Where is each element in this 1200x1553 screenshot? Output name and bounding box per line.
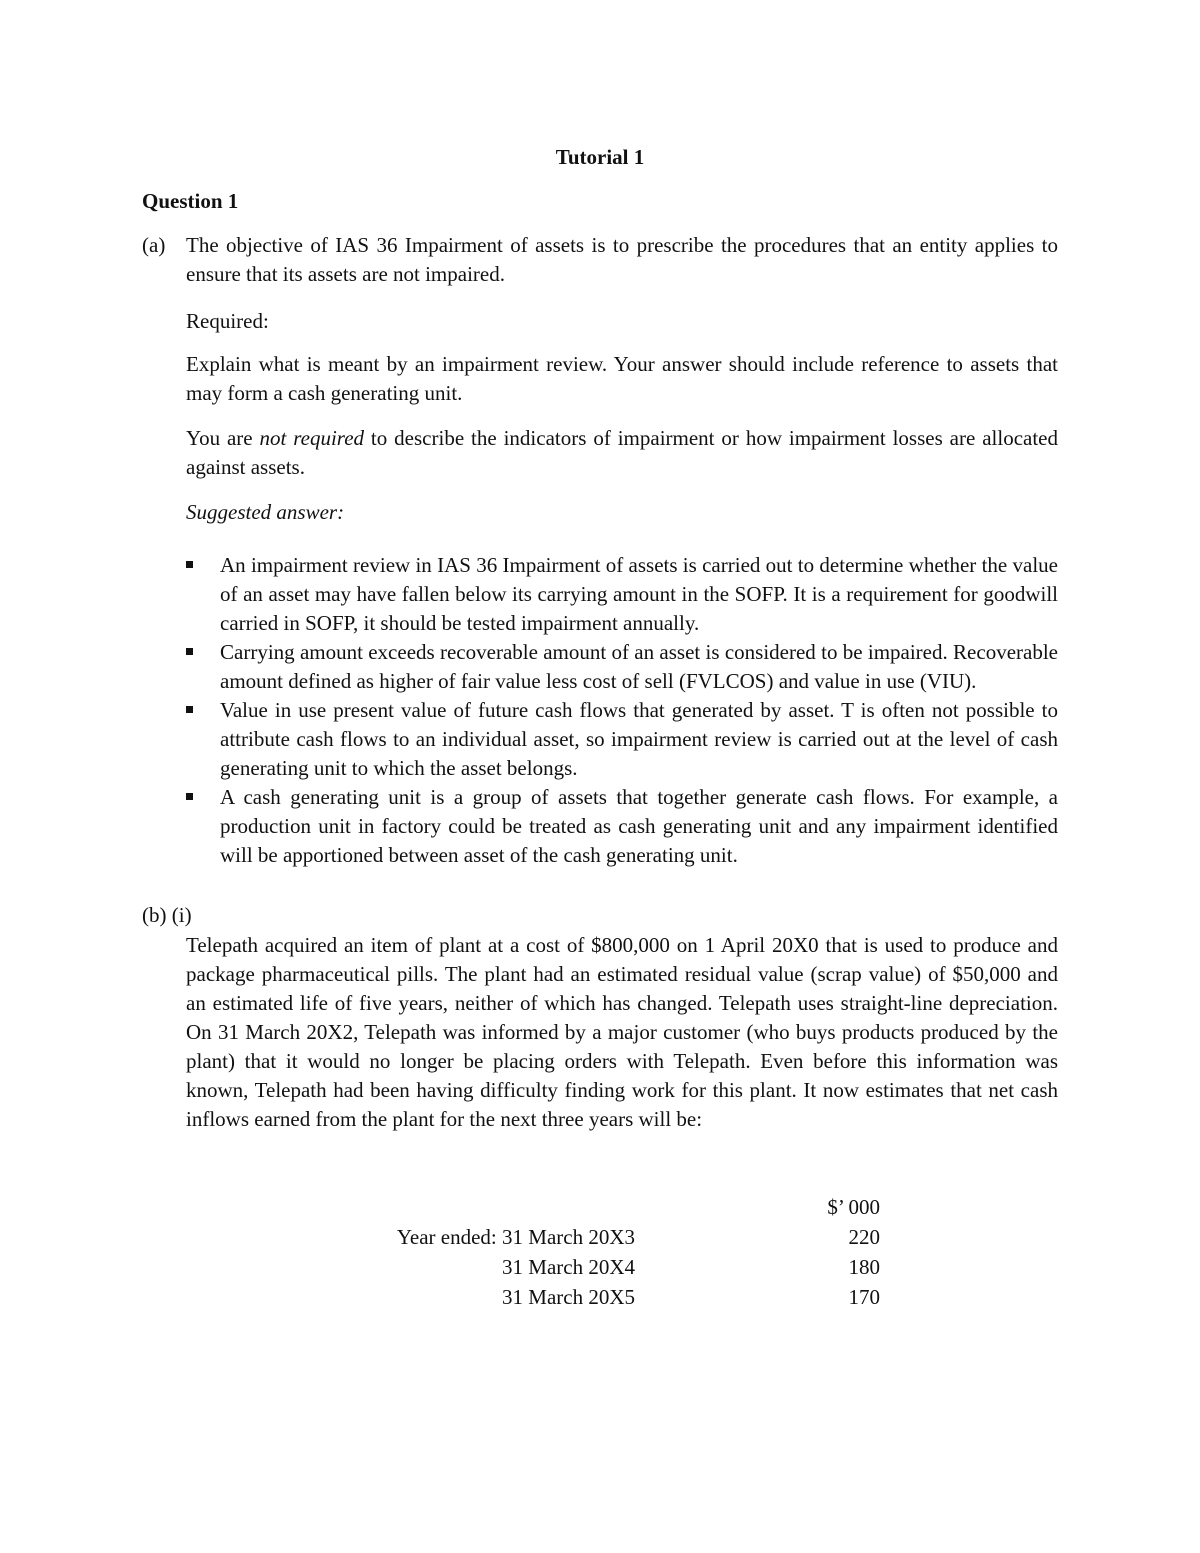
note-suffix: to describe the indicators of impairment or how impairment losses are allocated against assets. [186,426,1059,479]
part-b-label: (b) (i) [142,903,192,927]
page-title: Tutorial 1 [555,145,645,169]
square-bullet-icon [186,561,193,568]
required-label: Required: [186,309,269,333]
row-label: Year ended: 31 March 20X3 [396,1225,635,1249]
list-item: A cash generating unit is a group of assets that together generate cash flows. For example, a production unit in factory could be treated as cash generating unit and any impairment identified will be apportioned between asset of the cash generating unit. [186,783,1058,870]
note-emphasis: not required [259,426,365,450]
part-b-text: Telepath acquired an item of plant at a cost of $800,000 on 1 April 20X0 that is used to produce and package pharmaceutical pills. The plant had an estimated residual value (scrap value) of $50,000 and an estimated life of five years, neither of which has changed. Telepath uses straight-line depreciation. On 31 March 20X2, Telepath was informed by a major customer (who buys products produced by the plant) that it would no longer be placing orders with Telepath. Even before this information was known, Telepath had been having difficulty finding work for this plant. It now estimates that net cash inflows earned from the plant for the next three years will be: [186,933,1058,1131]
table-row [340,1253,900,1283]
unit-header: $’ 000 [827,1195,880,1219]
suggested-answer-label: Suggested answer: [186,500,345,524]
row-value: 220 [848,1225,880,1249]
answer-bullet-list [186,551,1058,870]
part-b-sub-label: (i) [171,903,192,927]
square-bullet-icon [186,706,193,713]
list-item: An impairment review in IAS 36 Impairment of assets is carried out to determine whether the value of an asset may have fallen below its carrying amount in the SOFP. It is a requirement for goodwill carried in SOFP, it should be tested impairment annually. [186,551,1058,638]
row-label: 31 March 20X4 [502,1255,635,1279]
square-bullet-icon [186,648,193,655]
note-prefix: You are [186,426,260,450]
table-row [340,1283,900,1313]
row-label: 31 March 20X5 [502,1285,635,1309]
cash-flow-table [340,1193,900,1313]
question-heading: Question 1 [142,189,239,213]
part-a-label: (a) [142,233,166,257]
table-row [340,1223,900,1253]
part-a-intro: The objective of IAS 36 Impairment of assets is to prescribe the procedures that an entity applies to ensure that its assets are not impaired. [186,233,1058,286]
list-item: Value in use present value of future cash flows that generated by asset. T is often not possible to attribute cash flows to an individual asset, so impairment review is carried out at the level of cash generating unit to which the asset belongs. [186,696,1058,783]
row-value: 170 [848,1285,880,1309]
required-text: Explain what is meant by an impairment review. Your answer should include reference to assets that may form a cash generating unit. [186,352,1058,405]
table-header-row [340,1193,900,1223]
square-bullet-icon [186,793,193,800]
not-required-note [186,424,1058,482]
row-value: 180 [848,1255,880,1279]
list-item: Carrying amount exceeds recoverable amount of an asset is considered to be impaired. Recoverable amount defined as higher of fair value less cost of sell (FVLCOS) and value in use (VIU). [186,638,1058,696]
